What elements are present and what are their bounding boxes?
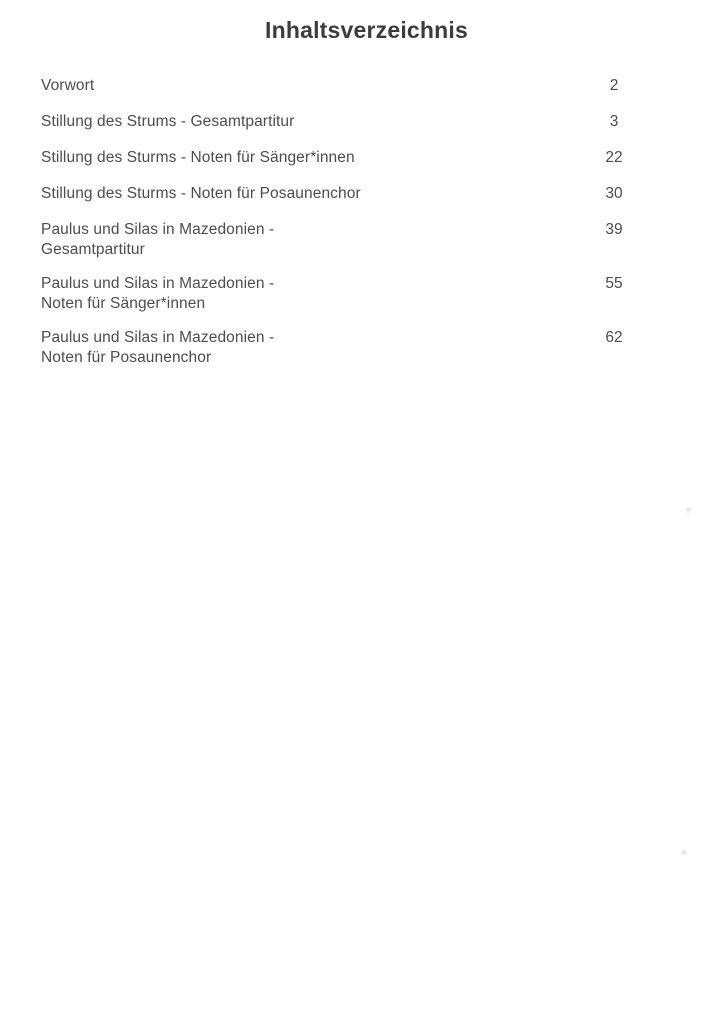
toc-entry-title xyxy=(41,184,580,204)
toc-list xyxy=(41,76,692,368)
toc-entry-line: Paulus und Silas in Mazedonien - xyxy=(41,329,275,346)
toc-entry xyxy=(41,274,692,314)
toc-entry-line: Noten für Posaunenchor xyxy=(41,349,212,366)
toc-entry-page-number: 55 xyxy=(605,275,623,292)
toc-entry-title xyxy=(41,274,580,314)
toc-entry-line: Paulus und Silas in Mazedonien - xyxy=(41,221,275,238)
toc-entry-page-number: 2 xyxy=(609,77,619,94)
toc-entry xyxy=(41,220,692,260)
toc-entry-page-number: 22 xyxy=(605,149,623,166)
toc-entry-title xyxy=(41,148,580,168)
toc-entry-title xyxy=(41,328,580,368)
toc-entry-line: Gesamtpartitur xyxy=(41,241,145,258)
scan-speck xyxy=(686,507,691,513)
toc-entry-line: Stillung des Sturms - Noten für Sänger*innen xyxy=(41,149,355,166)
toc-entry xyxy=(41,112,692,132)
toc-entry-title xyxy=(41,112,580,132)
toc-entry-title xyxy=(41,220,580,260)
scan-speck xyxy=(681,850,687,855)
toc-entry xyxy=(41,184,692,204)
toc-entry-line: Paulus und Silas in Mazedonien - xyxy=(41,275,275,292)
toc-entry-line: Vorwort xyxy=(41,77,95,94)
toc-entry-line: Stillung des Strums - Gesamtpartitur xyxy=(41,113,295,130)
document-page xyxy=(0,17,716,1017)
toc-entry-page-number: 30 xyxy=(605,185,623,202)
toc-entry-line: Stillung des Sturms - Noten für Posaunenchor xyxy=(41,185,361,202)
toc-entry-title xyxy=(41,76,580,96)
page-title: Inhaltsverzeichnis xyxy=(264,17,468,43)
toc-entry-line: Noten für Sänger*innen xyxy=(41,295,206,312)
toc-entry xyxy=(41,328,692,368)
toc-entry xyxy=(41,76,692,96)
toc-entry-page-number: 39 xyxy=(605,221,623,238)
toc-entry-page-number: 3 xyxy=(609,113,619,130)
toc-entry xyxy=(41,148,692,168)
toc-entry-page-number: 62 xyxy=(605,329,623,346)
